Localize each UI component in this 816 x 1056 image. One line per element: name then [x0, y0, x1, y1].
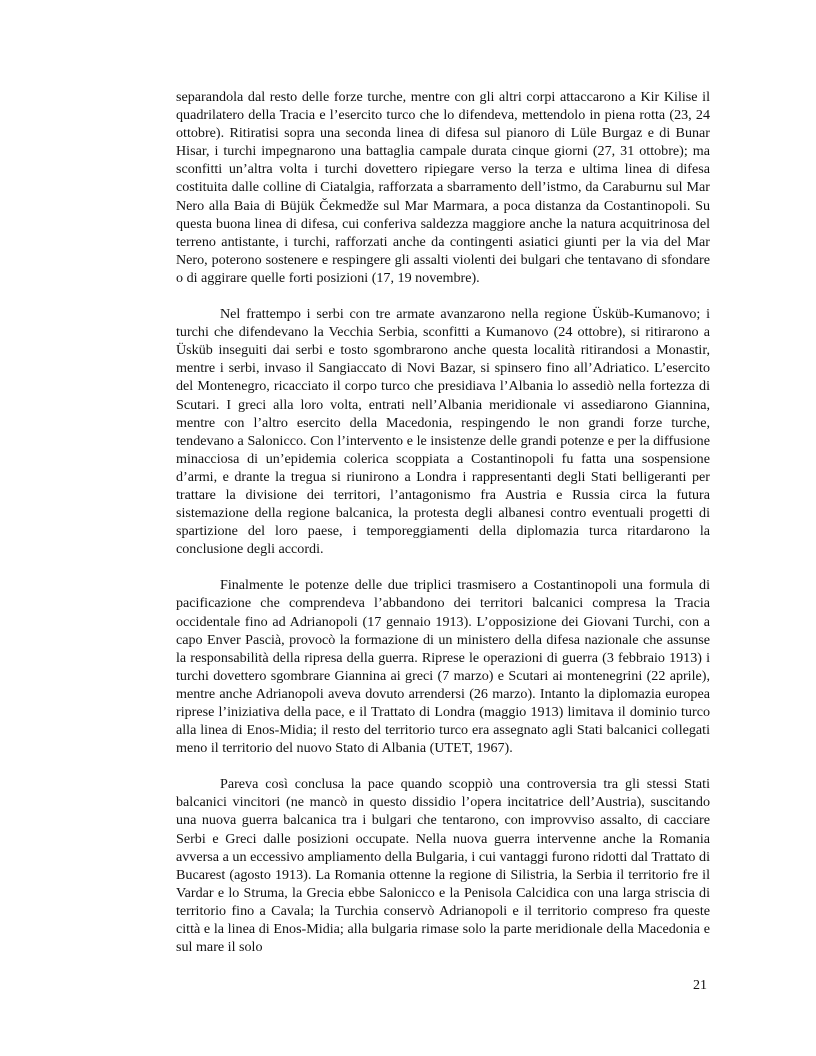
paragraph: Nel frattempo i serbi con tre armate avanzarono nella regione Üsküb-Kumanovo; i turchi che difendevano la Vecchia Serbia, sconfitti a Kumanovo (24 ottobre), si ritirarono a Üsküb inseguiti dai serbi e tosto sgombrarono anche questa località ritirandosi a Monastir, mentre i serbi, invaso il Sangiaccato di Novi Bazar, si spinsero fino all’Adriatico. L’esercito del Montenegro, ricacciato il corpo turco che presidiava l’Albania lo assediò nella fortezza di Scutari. I greci alla loro volta, entrati nell’Albania meridionale vi assediarono Giannina, mentre con l’altro esercito della Macedonia, respingendo le non grandi forze turche, tendevano a Salonicco. Con l’intervento e le insistenze delle grandi potenze e per la diffusione minacciosa di un’epidemia colerica scoppiata a Costantinopoli fu fatta una sospensione d’armi, e drante la tregua si riunirono a Londra i rappresentanti degli Stati belligeranti per trattare la divisione dei territori, l’antagonismo fra Austria e Russia circa la futura sistemazione della regione balcanica, la protesta degli albanesi contro eventuali progetti di spartizione del loro paese, i temporeggiamenti della diplomazia turca ritardarono la conclusione degli accordi.: [176, 306, 710, 558]
paragraph: Finalmente le potenze delle due triplici trasmisero a Costantinopoli una formula di pacificazione che comprendeva l’abbandono dei territori balcanici compresa la Tracia occidentale fino ad Adrianopoli (17 gennaio 1913). L’opposizione dei Giovani Turchi, con a capo Enver Pascià, provocò la formazione di un ministero della difesa nazionale che assunse la responsabilità della ripresa della guerra. Riprese le operazioni di guerra (3 febbraio 1913) i turchi dovettero sgombrare Giannina ai greci (7 marzo) e Scutari ai montenegrini (22 aprile), mentre anche Adrianopoli aveva dovuto arrendersi (26 marzo). Intanto la diplomazia europea riprese l’iniziativa della pace, e il Trattato di Londra (maggio 1913) limitava il dominio turco alla linea di Enos-Midia; il resto del territorio turco era assegnato agli Stati balcanici collegati meno il territorio del nuovo Stato di Albania (UTET, 1967).: [176, 577, 710, 757]
page-number: 21: [693, 978, 707, 993]
page-body: [176, 88, 710, 974]
paragraph: separandola dal resto delle forze turche, mentre con gli altri corpi attaccarono a Kir Kilise il quadrilatero della Tracia e l’esercito turco che lo difendeva, mettendolo in piena rotta (23, 24 ottobre). Ritiratisi sopra una seconda linea di difesa sul pianoro di Lüle Burgaz e di Bunar Hisar, i turchi impegnarono una battaglia campale durata cinque giorni (27, 31 ottobre); ma sconfitti un’altra volta i turchi dovettero ripiegare verso la terza e ultima linea di difesa costituita dalle colline di Ciatalgia, rafforzata a sbarramento dell’istmo, da Caraburnu sul Mar Nero alla Baia di Büjük Čekmedže sul Mar Marmara, a poca distanza da Costantinopoli. Su questa buona linea di difesa, cui conferiva saldezza maggiore anche la natura acquitrinosa del terreno antistante, i turchi, rafforzati anche da contingenti asiatici giunti per la via del Mar Nero, poterono sostenere e respingere gli assalti violenti dei bulgari che tentavano di sfondare o di aggirare quelle forti posizioni (17, 19 novembre).: [176, 89, 710, 286]
paragraph: Pareva così conclusa la pace quando scoppiò una controversia tra gli stessi Stati balcanici vincitori (ne mancò in questo dissidio l’opera incitatrice dell’Austria), suscitando una nuova guerra balcanica tra i bulgari che tentarono, con improvviso assalto, di cacciare Serbi e Greci dalle posizioni occupate. Nella nuova guerra intervenne anche la Romania avversa a un eccessivo ampliamento della Bulgaria, i cui vantaggi furono ridotti dal Trattato di Bucarest (agosto 1913). La Romania ottenne la regione di Silistria, la Serbia il territorio fre il Vardar e lo Struma, la Grecia ebbe Salonicco e la Penisola Calcidica con una larga striscia di territorio fino a Cavala; la Turchia conservò Adrianopoli e il territorio compreso fra queste città e la linea di Enos-Midia; alla bulgaria rimase solo la parte meridionale della Macedonia e sul mare il solo: [176, 776, 710, 956]
